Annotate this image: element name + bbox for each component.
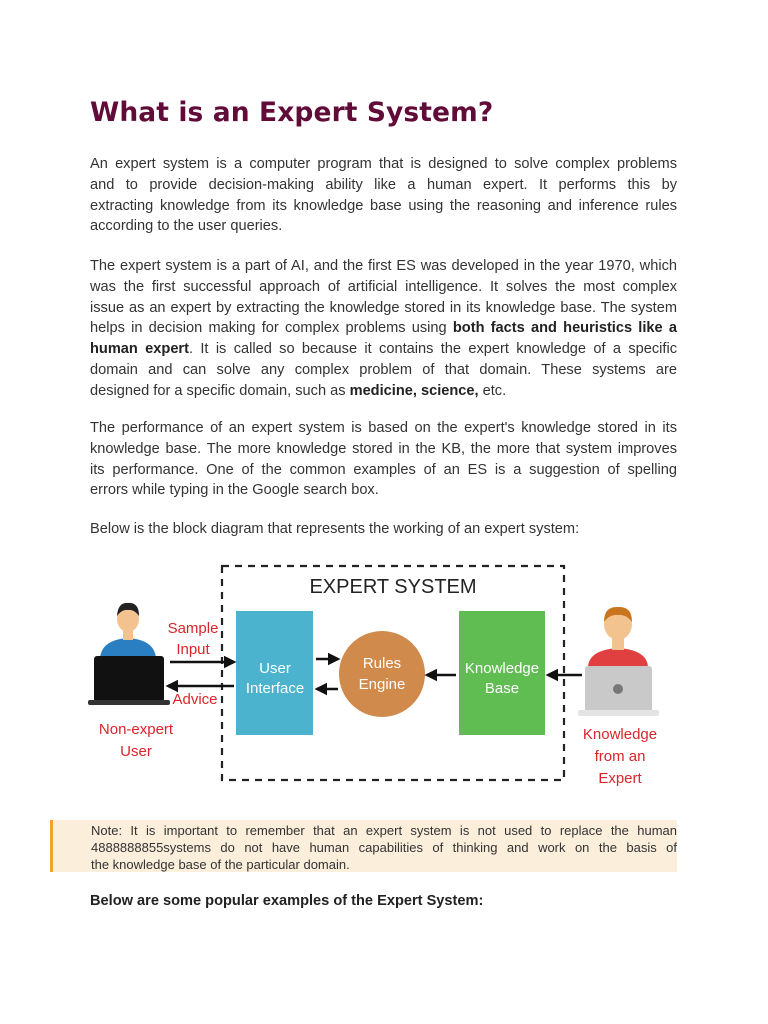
text-fragment: designed for a specific domain, such as: [90, 382, 350, 399]
user-interface-label: User: [259, 660, 291, 677]
text-line: The performance of an expert system is based on the expert's knowledge stored in its: [90, 420, 677, 436]
note-line: Note: It is important to remember that an expert system is not used to replace the human: [91, 823, 677, 838]
user-interface-label: Interface: [245, 680, 305, 697]
diagram-title: EXPERT SYSTEM: [309, 576, 477, 598]
text-line: according to the user queries.: [90, 218, 283, 235]
note-line: the knowledge base of the particular domain.: [91, 857, 350, 872]
paragraph-diagram-intro: [90, 519, 677, 540]
sample-input-label: Input: [176, 641, 210, 658]
note-box: [50, 820, 677, 872]
knowledge-from-expert-label: Knowledge: [582, 726, 658, 743]
text-line: An expert system is a computer program that is designed to solve complex problems: [90, 156, 677, 172]
rules-engine-circle: [339, 631, 425, 717]
text-line: extracting knowledge from its knowledge base using the reasoning and inference rules: [90, 197, 677, 214]
paragraph-history: [90, 256, 677, 402]
text-line: issue as an expert by extracting the knowledge stored in its knowledge base. The system: [90, 299, 677, 316]
note-line: 4888888855systems do not have human capabilities of thinking and work on the basis of: [91, 840, 677, 855]
text-line: knowledge base. The more knowledge stored in the KB, the more that system improves: [90, 440, 677, 457]
paragraph-performance: [90, 418, 677, 501]
non-expert-user-label: User: [120, 743, 152, 760]
text-fragment: . It is called so because it contains the expert knowledge of a specific: [188, 341, 677, 358]
knowledge-from-expert-label: Expert: [598, 770, 642, 787]
text-fragment: helps in decision making for complex problems using: [90, 320, 453, 337]
text-line: was the first successful approach of artificial intelligence. It solves the most complex: [90, 278, 677, 295]
text-line: errors while typing in the Google search box.: [90, 482, 379, 499]
bold-text: both facts and heuristics like a: [452, 320, 677, 337]
text-line: The expert system is a part of AI, and the first ES was developed in the year 1970, which: [90, 258, 677, 274]
text-line: and to provide decision-making ability like a human expert. It performs this by: [90, 176, 677, 193]
sample-input-label: Sample: [167, 620, 219, 637]
expert-system-diagram: [88, 556, 678, 796]
text-line: [90, 381, 677, 402]
bold-text: human expert: [90, 341, 189, 358]
non-expert-user-icon: [88, 603, 170, 705]
text-fragment: etc.: [478, 382, 507, 399]
text-line: [90, 339, 677, 360]
text-line: Below is the block diagram that represents the working of an expert system:: [90, 521, 580, 537]
knowledge-from-expert-label: from an: [594, 748, 646, 765]
expert-icon: [578, 607, 659, 716]
text-line: its performance. One of the common examples of an ES is a suggestion of spelling: [90, 461, 677, 478]
rules-engine-label: Engine: [358, 676, 406, 693]
paragraph-intro: [90, 154, 677, 237]
examples-heading: Below are some popular examples of the Expert System:: [90, 893, 484, 909]
knowledge-base-label: Knowledge: [464, 660, 540, 677]
page-title: What is an Expert System?: [90, 97, 494, 128]
advice-label: Advice: [172, 691, 218, 708]
text-line: domain and can solve any complex problem of that domain. These systems are: [90, 361, 677, 378]
knowledge-base-label: Base: [484, 680, 520, 697]
rules-engine-label: Rules: [362, 655, 402, 672]
bold-text: medicine, science,: [349, 382, 479, 399]
text-line: [90, 318, 677, 339]
non-expert-user-label: Non-expert: [98, 721, 174, 738]
